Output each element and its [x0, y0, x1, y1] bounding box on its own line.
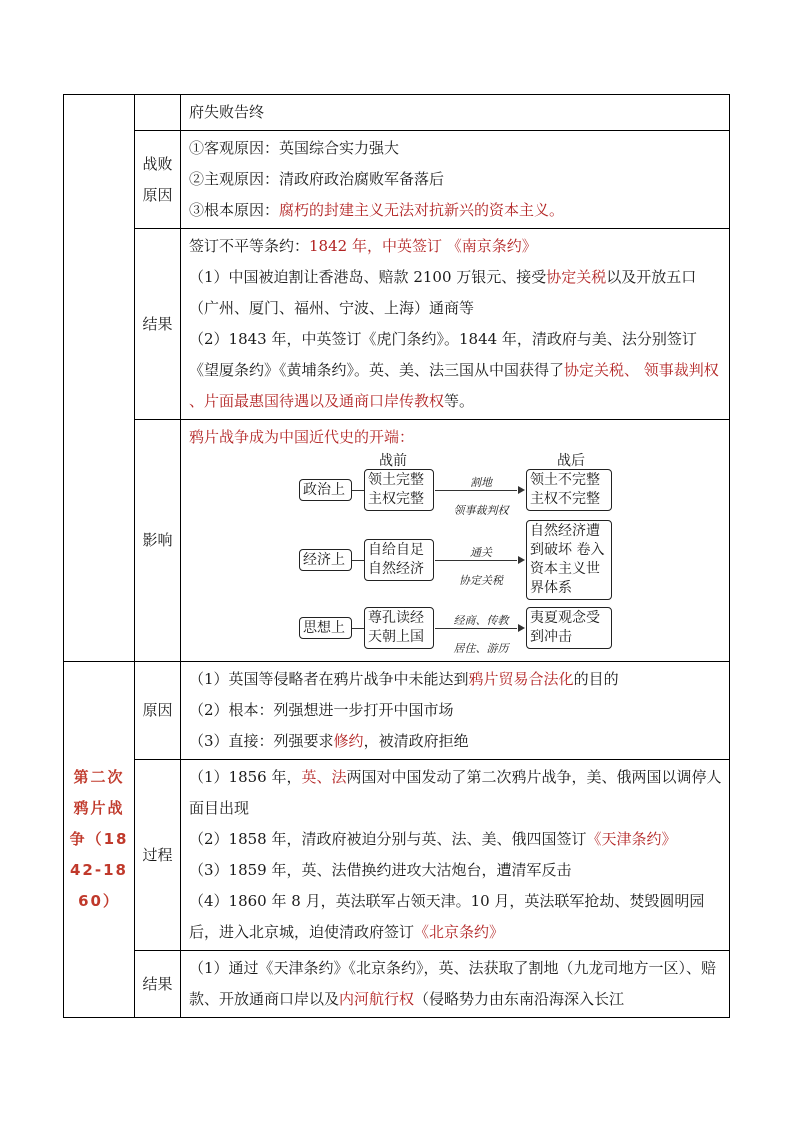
process-2: （2）1858 年，清政府被迫分别与英、法、美、俄四国签订《天津条约》 [189, 830, 677, 848]
cause-1: （1）英国等侵略者在鸦片战争中未能达到鸦片贸易合法化的目的 [189, 670, 619, 688]
result-2-1: （1）通过《天津条约》《北京条约》，英、法获取了割地（九龙司地方一区）、赔款、开放通商口岸以及内河航行权（侵略势力由东南沿海深入长江 [189, 959, 717, 1008]
box-economy-after: 自然经济遭到破坏 卷入资本主义世界体系 [526, 520, 612, 600]
box-thought-after: 夷夏观念受到冲击 [526, 607, 612, 649]
label-trade-missionary: 经商、传教 [453, 614, 509, 627]
label-residence-travel: 居住、游历 [453, 642, 509, 655]
continuation-text: 府失败告终 [189, 103, 265, 121]
result-1: （1）中国被迫割让香港岛、赔款 2100 万银元、接受协定关税以及开放五口（广州、厦门、福州、宁波、上海）通商等 [189, 268, 697, 317]
label-cell-empty [135, 95, 181, 131]
section-cell-empty [64, 95, 135, 662]
label-customs: 通关 [470, 546, 492, 559]
box-thought-before: 尊孔读经 天朝上国 [364, 607, 434, 649]
row-process [64, 760, 730, 951]
reason-subjective: ②主观原因：清政府政治腐败军备落后 [189, 170, 445, 188]
content-defeat-reasons [181, 131, 730, 229]
impact-title: 鸦片战争成为中国近代史的开端： [189, 428, 415, 446]
process-1: （1）1856 年，英、法两国对中国发动了第二次鸦片战争，美、俄两国以调停人面目出现 [189, 768, 722, 817]
content-process [181, 760, 730, 951]
row-defeat-reasons [64, 131, 730, 229]
box-politics: 政治上 [299, 479, 352, 501]
label-consular-jurisdiction: 领事裁判权 [453, 504, 509, 517]
box-economy: 经济上 [299, 549, 352, 571]
section-second-opium-war: 第二次鸦片战争（1842-1860） [64, 662, 135, 1018]
label-defeat-reasons: 战败原因 [135, 131, 181, 229]
row-continuation [64, 95, 730, 131]
box-thought: 思想上 [299, 617, 352, 639]
process-3: （3）1859 年，英、法借换约进攻大沽炮台，遭清军反击 [189, 861, 572, 879]
label-cede-land: 割地 [470, 476, 492, 489]
label-results-2: 结果 [135, 951, 181, 1018]
reason-fundamental: ③根本原因：腐朽的封建主义无法对抗新兴的资本主义。 [189, 201, 565, 219]
header-after: 战后 [557, 453, 585, 469]
history-table [63, 94, 730, 1018]
label-impact: 影响 [135, 420, 181, 662]
content-results-2 [181, 951, 730, 1018]
cause-2: （2）根本：列强想进一步打开中国市场 [189, 701, 454, 719]
impact-diagram [189, 453, 723, 659]
content-results [181, 229, 730, 420]
cause-3: （3）直接：列强要求修约，被清政府拒绝 [189, 732, 469, 750]
row-results [64, 229, 730, 420]
treaty-line: 签订不平等条约：1842 年，中英签订 《南京条约》 [189, 237, 537, 255]
content-causes [181, 662, 730, 760]
label-causes: 原因 [135, 662, 181, 760]
content-cell [181, 95, 730, 131]
label-process: 过程 [135, 760, 181, 951]
process-4: （4）1860 年 8 月，英法联军占领天津。10 月，英法联军抢劫、焚毁圆明园后，进入北京城，迫使清政府签订《北京条约》 [189, 892, 705, 941]
content-impact [181, 420, 730, 662]
box-politics-after: 领土不完整 主权不完整 [526, 469, 612, 511]
row-impact [64, 420, 730, 662]
row-second-war-results [64, 951, 730, 1018]
box-economy-before: 自给自足 自然经济 [364, 539, 434, 581]
box-politics-before: 领土完整 主权完整 [364, 469, 434, 511]
result-2: （2）1843 年，中英签订《虎门条约》。1844 年，清政府与美、法分别签订《望厦条约》《黄埔条约》。英、美、法三国从中国获得了协定关税、 领事裁判权 、片面最惠国待遇以及通商口岸传教权等。 [189, 330, 719, 410]
label-tariff: 协定关税 [459, 574, 503, 587]
reason-objective: ①客观原因：英国综合实力强大 [189, 139, 400, 157]
row-second-war-causes [64, 662, 730, 760]
label-results: 结果 [135, 229, 181, 420]
header-before: 战前 [379, 453, 407, 469]
